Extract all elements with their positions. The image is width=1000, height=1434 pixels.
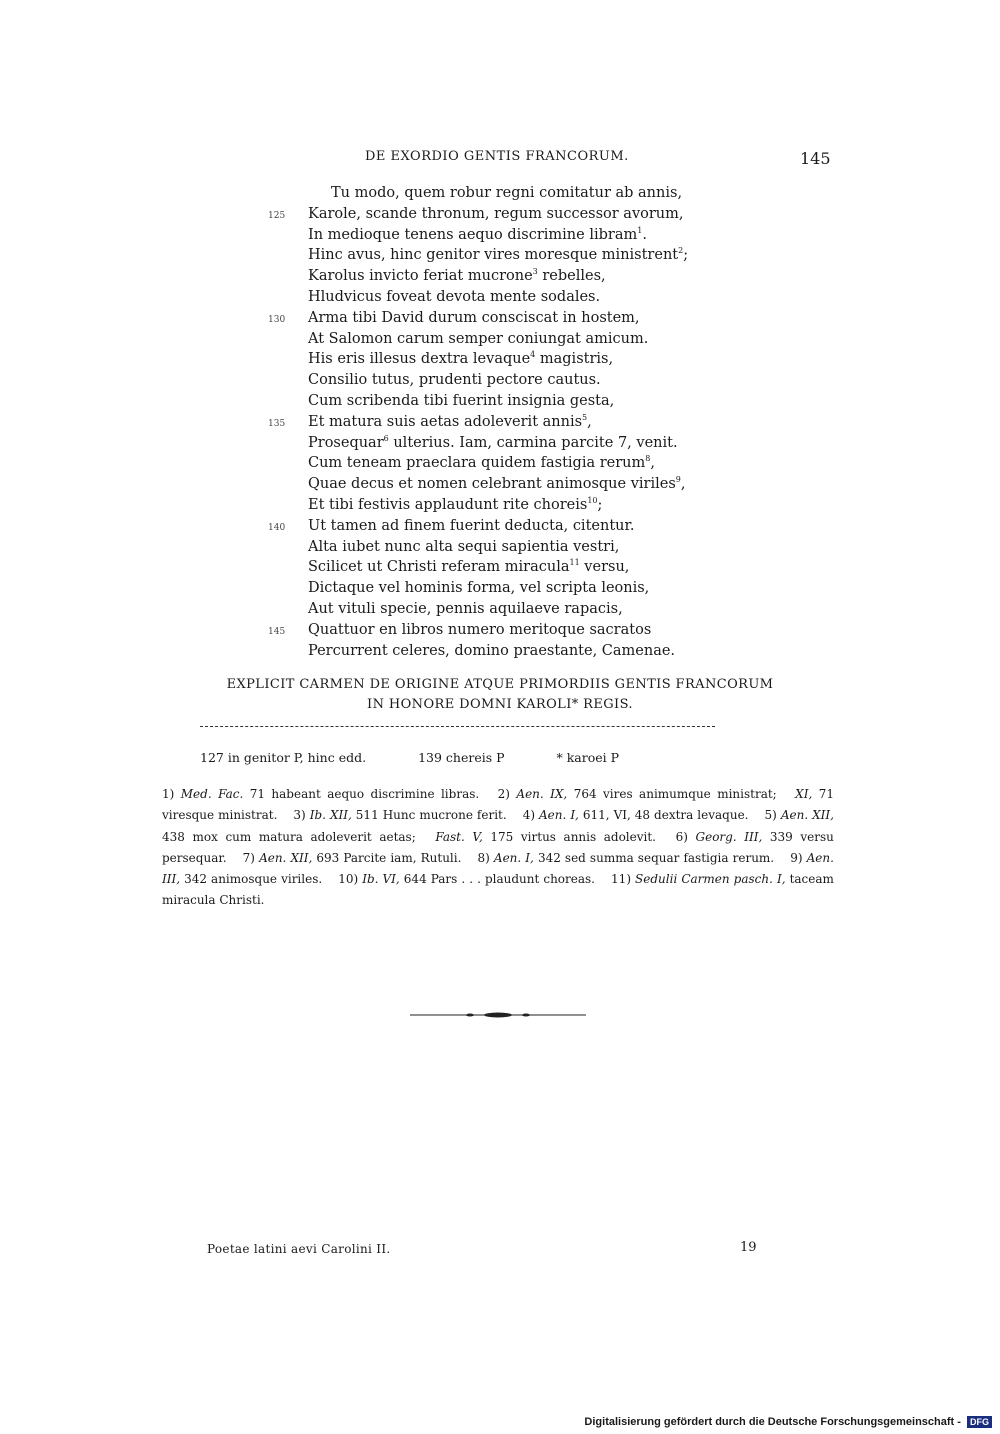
footnote-source: Aen. I, xyxy=(493,850,534,865)
verse-text: Ut tamen ad finem fuerint deducta, citentur. xyxy=(308,517,635,534)
footnote-number: 9) xyxy=(790,850,803,865)
page-number: 145 xyxy=(800,149,831,168)
verse-text-tail: versu, xyxy=(579,559,630,576)
footnote-source: Aen. XII, xyxy=(259,850,313,865)
footnote-source: Sedulii Carmen pasch. I, xyxy=(635,872,786,887)
footnote xyxy=(435,830,656,844)
line-number: 135 xyxy=(268,418,286,429)
explicit-colophon xyxy=(200,675,800,715)
credit-text: Digitalisierung gefördert durch die Deutsche Forschungsgemeinschaft - xyxy=(584,1416,961,1428)
footnote-number: 6) xyxy=(675,829,688,844)
footnote xyxy=(338,872,595,886)
footnote-source: Aen. XII, xyxy=(780,808,834,823)
footnote-marker: 10 xyxy=(587,496,598,506)
verse-line xyxy=(250,245,770,266)
verse-text-tail: ; xyxy=(683,247,689,264)
source-footnotes xyxy=(162,784,834,912)
footnote-text: 71 habeant aequo discrimine libras. xyxy=(249,787,480,801)
apparatus-entry: 139 chereis P xyxy=(418,750,505,765)
footnote-number: 10) xyxy=(338,872,359,887)
verse-text: Dictaque vel hominis forma, vel scripta leonis, xyxy=(308,580,650,597)
verse-text: Cum scribenda tibi fuerint insignia gesta, xyxy=(308,392,615,409)
verse-line xyxy=(250,641,770,662)
verse-line xyxy=(250,537,770,558)
poem-verses xyxy=(250,183,770,661)
verse-text-tail: , xyxy=(680,476,686,493)
verse-line xyxy=(250,391,770,412)
footnote-marker: 6 xyxy=(383,433,389,443)
critical-apparatus xyxy=(200,750,667,765)
verse-line xyxy=(250,599,770,620)
verse-text: Consilio tutus, prudenti pectore cautus. xyxy=(308,372,601,389)
verse-text: Aut vituli specie, pennis aquilaeve rapacis, xyxy=(308,600,623,617)
footnote-number: 1) xyxy=(162,787,175,801)
footnote-text: 175 virtus annis adolevit. xyxy=(490,829,656,844)
verse-text: Tu modo, quem robur regni comitatur ab annis, xyxy=(331,185,683,201)
footnote-text: 71 viresque ministrat. xyxy=(162,787,834,823)
footnote-source: XI, xyxy=(795,787,813,801)
footnote-marker: 5 xyxy=(582,412,588,422)
signature-mark: 19 xyxy=(740,1240,757,1255)
footnote-source: Ib. XII, xyxy=(309,808,352,823)
verse-line xyxy=(250,287,770,308)
verse-text: Scilicet ut Christi referam miracula xyxy=(308,559,570,576)
verse-line xyxy=(250,474,770,495)
footnote-text: 339 versu persequar. xyxy=(162,829,834,865)
footnote-number: 2) xyxy=(497,787,510,801)
verse-text: Prosequar xyxy=(308,434,384,451)
footnote xyxy=(293,808,506,822)
footnote-text: 342 sed summa sequar fastigia rerum. xyxy=(537,850,775,865)
footnote-source: Ib. VI, xyxy=(362,872,400,887)
verse-text: Quae decus et nomen celebrant animosque viriles xyxy=(308,476,676,493)
running-title: DE EXORDIO GENTIS FRANCORUM. xyxy=(365,149,629,164)
footnote-source: Georg. III, xyxy=(695,829,763,844)
apparatus-entry: 127 in genitor P, hinc edd. xyxy=(200,750,367,765)
verse-text-tail: ulterius. Iam, carmina parcite 7, venit. xyxy=(388,434,678,451)
verse-line xyxy=(250,370,770,391)
verse-text: In medioque tenens aequo discrimine libram xyxy=(308,226,638,243)
verse-text: Alta iubet nunc alta sequi sapientia vestri, xyxy=(308,538,620,555)
verse-line xyxy=(250,453,770,474)
verse-line xyxy=(250,183,770,204)
series-footer: Poetae latini aevi Carolini II. xyxy=(207,1242,391,1256)
end-ornament xyxy=(410,1008,586,1022)
verse-line xyxy=(250,308,770,329)
verse-line xyxy=(250,433,770,454)
verse-text: Hludvicus foveat devota mente sodales. xyxy=(308,288,601,305)
apparatus-entry: * karoei P xyxy=(556,750,620,765)
footnote-marker: 11 xyxy=(569,558,580,568)
verse-text: Cum teneam praeclara quidem fastigia rerum xyxy=(308,455,646,472)
explicit-line-1: EXPLICIT CARMEN DE ORIGINE ATQUE PRIMORDIIS GENTIS FRANCORUM xyxy=(226,677,774,692)
verse-text: Et matura suis aetas adoleverit annis xyxy=(308,413,583,430)
footnote-number: 5) xyxy=(764,808,777,823)
footnote xyxy=(162,787,479,801)
verse-line xyxy=(250,329,770,350)
footnote xyxy=(478,851,775,865)
verse-line xyxy=(250,225,770,246)
footnote-marker: 1 xyxy=(637,225,643,235)
footnote-text: 644 Pars . . . plaudunt choreas. xyxy=(403,872,595,887)
footnote-marker: 9 xyxy=(675,475,681,485)
verse-line xyxy=(250,557,770,578)
verse-line xyxy=(250,204,770,225)
footnote-text: 511 Hunc mucrone ferit. xyxy=(355,808,507,823)
verse-line xyxy=(250,349,770,370)
verse-line xyxy=(250,412,770,433)
footnote xyxy=(243,851,462,865)
line-number: 140 xyxy=(268,522,286,533)
verse-text: Hinc avus, hinc genitor vires moresque ministrent xyxy=(308,247,679,264)
footnote-text: 693 Parcite iam, Rutuli. xyxy=(316,850,462,865)
verse-line xyxy=(250,516,770,537)
verse-text: At Salomon carum semper coniungat amicum. xyxy=(308,330,649,347)
verse-text: Karolus invicto feriat mucrone xyxy=(308,268,533,285)
verse-text: Karole, scande thronum, regum successor avorum, xyxy=(308,205,684,222)
footnote-source: Aen. III, xyxy=(162,850,834,887)
footnote-marker: 3 xyxy=(532,267,538,277)
verse-text: Arma tibi David durum consciscat in hostem, xyxy=(308,309,640,326)
footnote-source: Fast. V, xyxy=(435,829,483,844)
verse-text-tail: ; xyxy=(597,496,603,513)
verse-text-tail: magistris, xyxy=(535,351,614,368)
verse-text: Percurrent celeres, domino praestante, Camenae. xyxy=(308,642,676,659)
verse-text-tail: rebelles, xyxy=(537,268,606,285)
line-number: 130 xyxy=(268,314,286,325)
footnote-text: taceam miracula Christi. xyxy=(162,872,834,908)
footnote-text: 438 mox cum matura adoleverit aetas; xyxy=(162,829,416,844)
verse-text-tail: . xyxy=(642,226,647,243)
verse-text-tail: , xyxy=(650,455,655,472)
footnote-text: 764 vires animumque ministrat; xyxy=(573,787,777,801)
footnote-number: 7) xyxy=(242,850,255,865)
footnote-source: Aen. IX, xyxy=(516,787,568,801)
verse-line xyxy=(250,578,770,599)
line-number: 125 xyxy=(268,210,286,221)
verse-text-tail: , xyxy=(587,413,592,430)
digitization-credit xyxy=(584,1416,992,1428)
verse-text: Quattuor en libros numero meritoque sacratos xyxy=(308,621,652,638)
footnote xyxy=(523,808,749,822)
footnote-text: 342 animosque viriles. xyxy=(184,872,323,887)
footnote-number: 3) xyxy=(293,808,306,823)
dfg-logo: DFG xyxy=(967,1416,992,1428)
line-number: 145 xyxy=(268,626,286,637)
footnote-number: 8) xyxy=(477,850,490,865)
footnote-source: Med. Fac. xyxy=(180,787,244,801)
footnote-number: 4) xyxy=(522,808,536,823)
footnote-number: 11) xyxy=(611,872,631,887)
footnote xyxy=(498,787,777,801)
verse-line xyxy=(250,495,770,516)
verse-text: Et tibi festivis applaudunt rite choreis xyxy=(308,496,588,513)
footnote-marker: 2 xyxy=(678,246,684,256)
verse-line xyxy=(250,620,770,641)
apparatus-divider xyxy=(200,726,715,727)
footnote-marker: 8 xyxy=(645,454,651,464)
explicit-line-2: IN HONORE DOMNI KAROLI* REGIS. xyxy=(367,697,633,712)
footnote-text: 611, VI, 48 dextra levaque. xyxy=(582,808,749,823)
verse-text: His eris illesus dextra levaque xyxy=(308,351,531,368)
footnote-source: Aen. I, xyxy=(539,808,579,823)
verse-line xyxy=(250,266,770,287)
footnote-marker: 4 xyxy=(530,350,536,360)
